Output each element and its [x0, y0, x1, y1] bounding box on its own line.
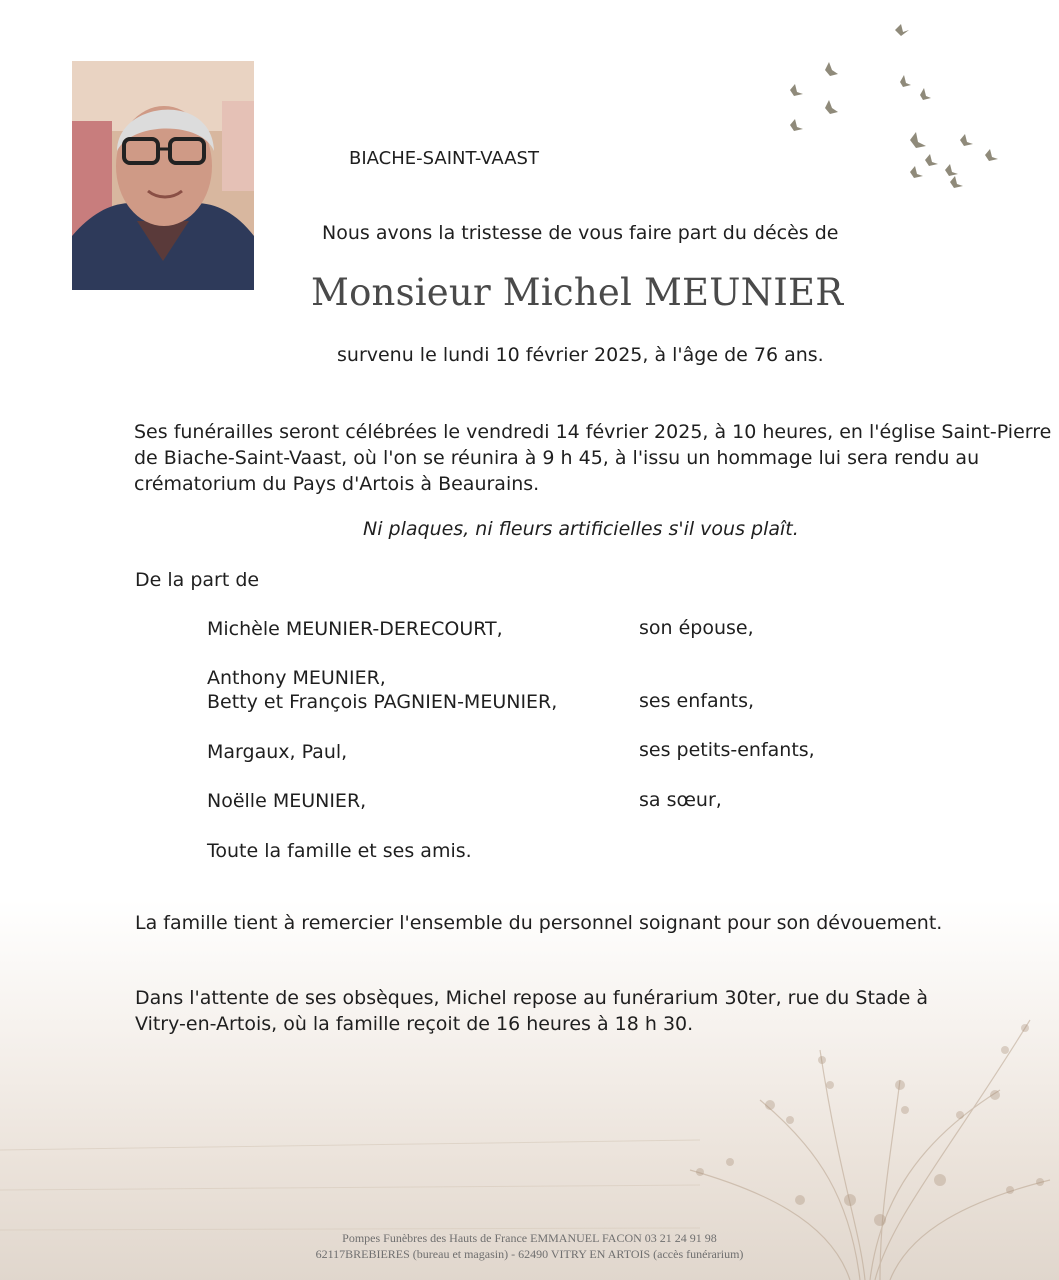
wake-details: [135, 985, 955, 1037]
funeral-details: [134, 419, 1052, 497]
family-member-name: Betty et François PAGNIEN-MEUNIER,: [207, 691, 558, 713]
funeral-line: Ses funérailles seront célébrées le vendredi 14 février 2025, à 10 heures, en l'église Saint-Pierre: [134, 421, 1052, 443]
portrait-photo: [72, 61, 254, 290]
wake-line: Dans l'attente de ses obsèques, Michel repose au funérarium 30ter, rue du Stade à: [135, 987, 928, 1009]
announcement-intro: Nous avons la tristesse de vous faire part du décès de: [322, 222, 839, 244]
family-member-name: Michèle MEUNIER-DERECOURT,: [207, 618, 503, 640]
wake-line: Vitry-en-Artois, où la famille reçoit de 16 heures à 18 h 30.: [135, 1013, 694, 1035]
town-heading: BIACHE-SAINT-VAAST: [349, 148, 539, 169]
family-member-name: Noëlle MEUNIER,: [207, 790, 367, 812]
family-member-relation: sa sœur,: [639, 789, 722, 811]
flowers-note: Ni plaques, ni fleurs artificielles s'il vous plaît.: [363, 518, 799, 540]
family-member-name: Margaux, Paul,: [207, 741, 348, 763]
family-member-relation: ses petits-enfants,: [639, 739, 815, 761]
deceased-name: Monsieur Michel MEUNIER: [311, 271, 844, 314]
family-member-name: Toute la famille et ses amis.: [207, 840, 472, 862]
funeral-home-line: Pompes Funèbres des Hauts de France EMMANUEL FACON 03 21 24 91 98: [342, 1231, 717, 1245]
from-label: De la part de: [135, 569, 260, 591]
family-member-relation: son épouse,: [639, 617, 754, 639]
family-member-relation: ses enfants,: [639, 690, 755, 712]
date-of-death: survenu le lundi 10 février 2025, à l'âge de 76 ans.: [337, 344, 824, 366]
thanks-message: La famille tient à remercier l'ensemble du personnel soignant pour son dévouement.: [135, 912, 943, 934]
funeral-line: crématorium du Pays d'Artois à Beaurains.: [134, 473, 540, 495]
heather-plant-decoration: [0, 900, 1059, 1280]
family-member-name: Anthony MEUNIER,: [207, 667, 386, 689]
funeral-home-address: 62117BREBIERES (bureau et magasin) - 62490 VITRY EN ARTOIS (accès funérarium): [315, 1247, 744, 1261]
funeral-line: de Biache-Saint-Vaast, où l'on se réunira à 9 h 45, à l'issu un hommage lui sera rendu au: [134, 447, 980, 469]
flying-birds-decoration: [770, 10, 1030, 200]
